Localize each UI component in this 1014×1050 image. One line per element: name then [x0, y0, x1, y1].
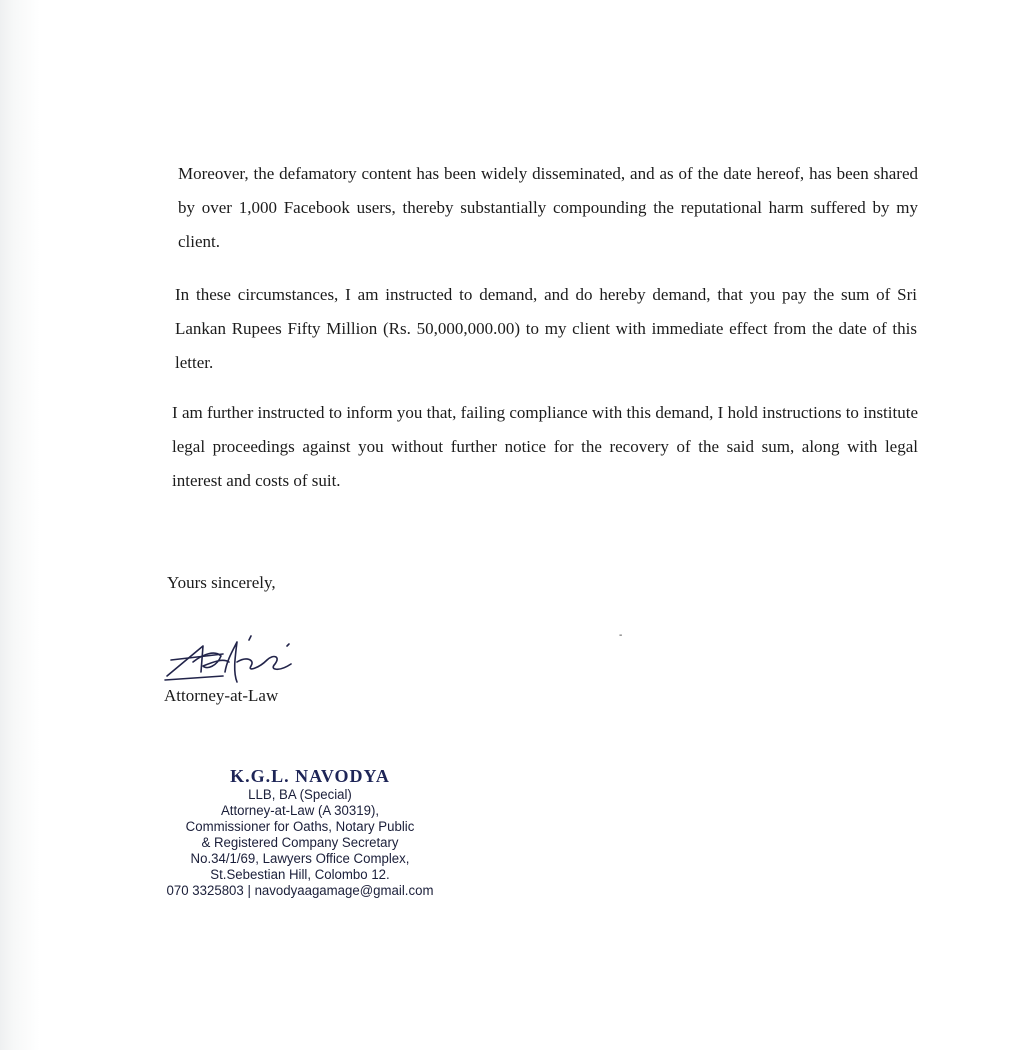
closing-salutation: Yours sincerely, — [167, 573, 276, 592]
stamp-contact: 070 3325803 | navodyaagamage@gmail.com — [166, 883, 434, 898]
paragraph-demand: In these circumstances, I am instructed to demand, and do hereby demand, that you pay the sum of Sri Lankan Rupees Fifty Million (Rs. 50,000,000.00) to my client with immediate effect from the date of this letter. — [175, 285, 917, 372]
paragraph-dissemination: Moreover, the defamatory content has been widely disseminated, and as of the date hereof, has been shared by over 1,000 Facebook users, thereby substantially compounding the reputational harm suffered by my client. — [178, 164, 918, 251]
stamp-commissioner: Commissioner for Oaths, Notary Public — [185, 819, 415, 834]
stamp-address-line1: No.34/1/69, Lawyers Office Complex, — [190, 851, 410, 866]
paragraph-legal-proceedings: I am further instructed to inform you that, failing compliance with this demand, I hold instructions to institute legal proceedings against you without further notice for the recovery of the said sum, along with legal interest and costs of suit. — [172, 403, 918, 490]
handwritten-signature — [163, 632, 303, 692]
stamp-company-secretary: & Registered Company Secretary — [201, 835, 399, 850]
stamp-address-line2: St.Sebestian Hill, Colombo 12. — [210, 867, 390, 882]
attorney-stamp — [140, 765, 460, 899]
stamp-name: K.G.L. NAVODYA — [230, 766, 390, 786]
stray-mark: - — [619, 630, 623, 641]
stamp-registration: Attorney-at-Law (A 30319), — [220, 803, 380, 818]
signature-role: Attorney-at-Law — [164, 686, 279, 705]
stamp-qualifications: LLB, BA (Special) — [248, 787, 352, 802]
